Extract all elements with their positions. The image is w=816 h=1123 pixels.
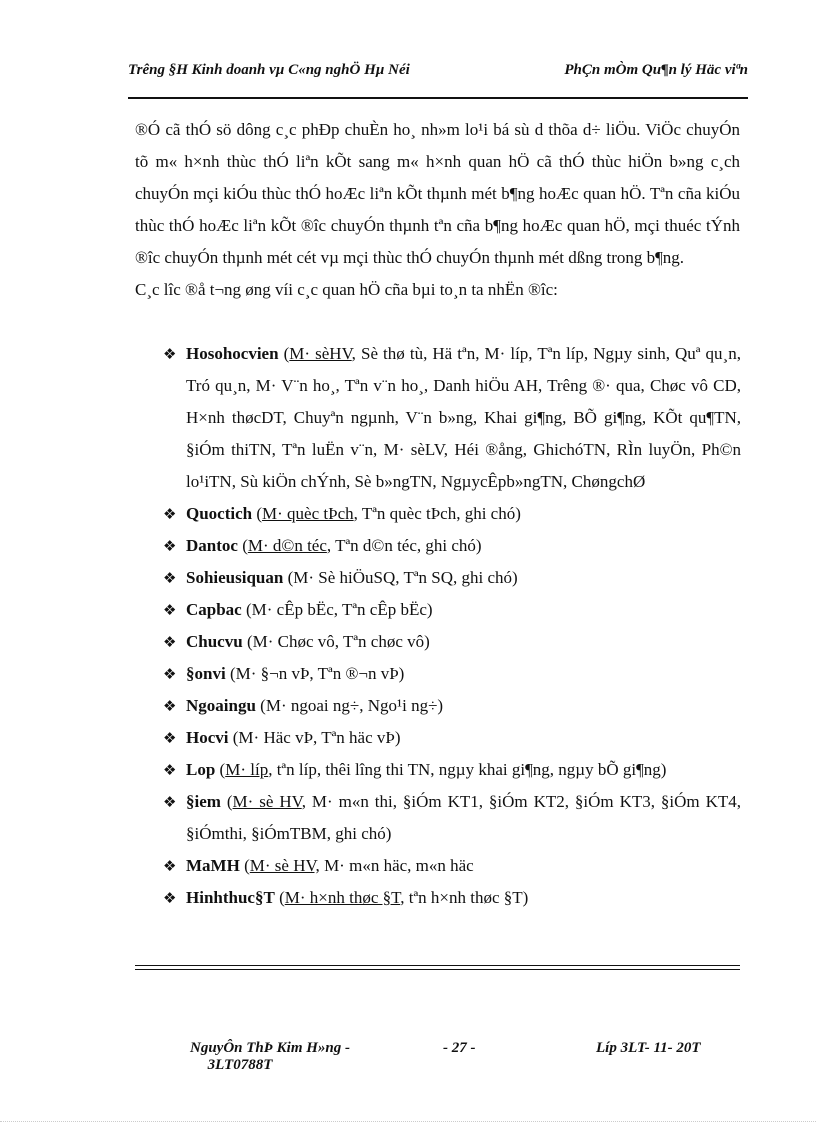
footer-page-number: - 27 - (443, 1040, 476, 1056)
footer-rule-double (135, 969, 740, 970)
table-name: Quoctich (186, 504, 253, 523)
diamond-bullet-icon: ❖ (163, 633, 177, 651)
attribute-list: , Tªn quèc tÞch, ghi chó) (353, 504, 521, 523)
diamond-bullet-icon: ❖ (163, 345, 177, 363)
table-name: §onvi (186, 664, 226, 683)
diamond-bullet-icon: ❖ (163, 729, 177, 747)
primary-key: M· líp (225, 760, 269, 779)
primary-key: M· h×nh thøc §T (284, 888, 401, 907)
open-paren: ( (274, 888, 285, 907)
diamond-bullet-icon: ❖ (163, 569, 177, 587)
schema-item (163, 498, 741, 530)
table-name: Hocvi (186, 728, 229, 747)
primary-key: M· sèHV (289, 344, 352, 363)
table-name: Capbac (186, 600, 242, 619)
table-name: Chucvu (186, 632, 243, 651)
attribute-list: M· ngoai ng÷, Ngo¹i ng÷) (265, 696, 444, 715)
schema-item (163, 626, 741, 658)
diamond-bullet-icon: ❖ (163, 505, 177, 523)
primary-key: M· sè HV, (249, 856, 320, 875)
table-name: Lop (186, 760, 216, 779)
body-content (135, 114, 740, 306)
attribute-list: , tªn líp, thêi lîng thi TN, ngµy khai gi¶ng, ngµy bÕ gi¶ng) (268, 760, 667, 779)
schema-item (163, 754, 741, 786)
table-name: Hosohocvien (186, 344, 279, 363)
table-name: Sohieusiquan (186, 568, 284, 587)
open-paren: ( (215, 760, 226, 779)
header-rule (128, 97, 748, 99)
open-paren: ( (283, 568, 294, 587)
primary-key: M· quèc tÞch (262, 504, 354, 523)
footer-author-name: NguyÔn ThÞ Kim H»ng - (189, 1040, 351, 1056)
attribute-list: M· Chøc vô, Tªn chøc vô) (252, 632, 430, 651)
schema-item (163, 338, 741, 498)
diamond-bullet-icon: ❖ (163, 857, 177, 875)
table-name: Hinhthuc§T (186, 888, 275, 907)
primary-key: M· d©n téc (247, 536, 327, 555)
attribute-list: , tªn h×nh thøc §T) (400, 888, 529, 907)
table-name: Dantoc (186, 536, 238, 555)
schema-item (163, 594, 741, 626)
open-paren: ( (237, 536, 248, 555)
schema-item (163, 530, 741, 562)
diamond-bullet-icon: ❖ (163, 761, 177, 779)
diamond-bullet-icon: ❖ (163, 665, 177, 683)
schema-item (163, 850, 741, 882)
open-paren: ( (255, 696, 266, 715)
header-title: PhÇn mÒm Qu¶n lý Häc viªn (564, 62, 748, 78)
attribute-list: , M· m«n thi, §iÓm KT1, §iÓm KT2, §iÓm KT3, §iÓm KT4, §iÓmthi, §iÓmTBM, ghi chó) (186, 792, 741, 843)
schema-item (163, 786, 741, 850)
schema-list (163, 338, 741, 914)
schema-item (163, 722, 741, 754)
open-paren: ( (225, 664, 236, 683)
open-paren: ( (278, 344, 290, 363)
schema-item (163, 658, 741, 690)
diamond-bullet-icon: ❖ (163, 697, 177, 715)
table-name: Ngoaingu (186, 696, 256, 715)
schema-item (163, 882, 741, 914)
attribute-list: M· Sè hiÖuSQ, Tªn SQ, ghi chó) (293, 568, 518, 587)
footer-rule (135, 965, 740, 966)
schema-item (163, 562, 741, 594)
page-header (128, 62, 748, 79)
footer-author (175, 1040, 365, 1074)
header-school: Trêng §H Kinh doanh vµ C«ng nghÖ Hµ Néi (128, 62, 410, 78)
open-paren: ( (220, 792, 233, 811)
open-paren: ( (241, 600, 252, 619)
table-name: §iem (186, 792, 221, 811)
primary-key: M· sè HV (232, 792, 302, 811)
footer-class: Líp 3LT- 11- 20T (596, 1040, 701, 1056)
attribute-list: M· Häc vÞ, Tªn häc vÞ) (238, 728, 401, 747)
open-paren: ( (228, 728, 239, 747)
open-paren: ( (239, 856, 250, 875)
attribute-list: , Sè thø tù, Hä tªn, M· líp, Tªn líp, Ngµy sinh, Quª qu¸n, Tró qu¸n, M· V¨n ho¸, Tªn v¨n ho¸, Danh hiÖu AH, Trêng ®· qua, Chøc vô CD, H×nh thøcDT, Chuyªn ngµnh, V¨n b»ng, Khai gi¶ng, BÕ gi¶ng, KÕt qu¶TN, §iÓm thiTN, Tªn luËn v¨n, M· sèLV, Héi ®ång, GhichóTN, RÌn luyÖn, Ph©n lo¹iTN, Sù kiÖn chÝnh, Sè b»ngTN, NgµycÊpb»ngTN, ChøngchØ (186, 344, 741, 491)
table-name: MaMH (186, 856, 240, 875)
diamond-bullet-icon: ❖ (163, 601, 177, 619)
attribute-list: M· §¬n vÞ, Tªn ®¬n vÞ) (235, 664, 405, 683)
page-bottom-edge (0, 1121, 816, 1122)
attribute-list: M· cÊp bËc, Tªn cÊp bËc) (251, 600, 433, 619)
footer-author-id: 3LT0788T (207, 1057, 273, 1073)
open-paren: ( (242, 632, 253, 651)
schema-intro: C¸c lîc ®å t¬ng øng víi c¸c quan hÖ cña bµi to¸n ta nhËn ®îc: (135, 280, 558, 299)
diamond-bullet-icon: ❖ (163, 537, 177, 555)
open-paren: ( (252, 504, 263, 523)
attribute-list: M· m«n häc, m«n häc (319, 856, 474, 875)
diamond-bullet-icon: ❖ (163, 793, 177, 811)
schema-item (163, 690, 741, 722)
intro-paragraph: ®Ó cã thÓ sö dông c¸c phÐp chuÈn ho¸ nh»m lo¹i bá sù d thõa d÷ liÖu. ViÖc chuyÓn tõ m« h×nh thùc thÓ liªn kÕt sang m« h×nh quan hÖ cã thÓ thùc hiÖn b»ng c¸ch chuyÓn mçi kiÓu thùc thÓ hoÆc liªn kÕt thµnh mét b¶ng hoÆc quan hÖ. Tªn cña kiÓu thùc thÓ hoÆc liªn kÕt ®îc chuyÓn thµnh tªn cña b¶ng hoÆc quan hÖ, mçi thuéc tÝnh ®îc chuyÓn thµnh mét cét vµ mçi thùc thÓ chuyÓn thµnh mét dßng trong b¶ng. (135, 120, 740, 267)
attribute-list: , Tªn d©n téc, ghi chó) (326, 536, 482, 555)
diamond-bullet-icon: ❖ (163, 889, 177, 907)
